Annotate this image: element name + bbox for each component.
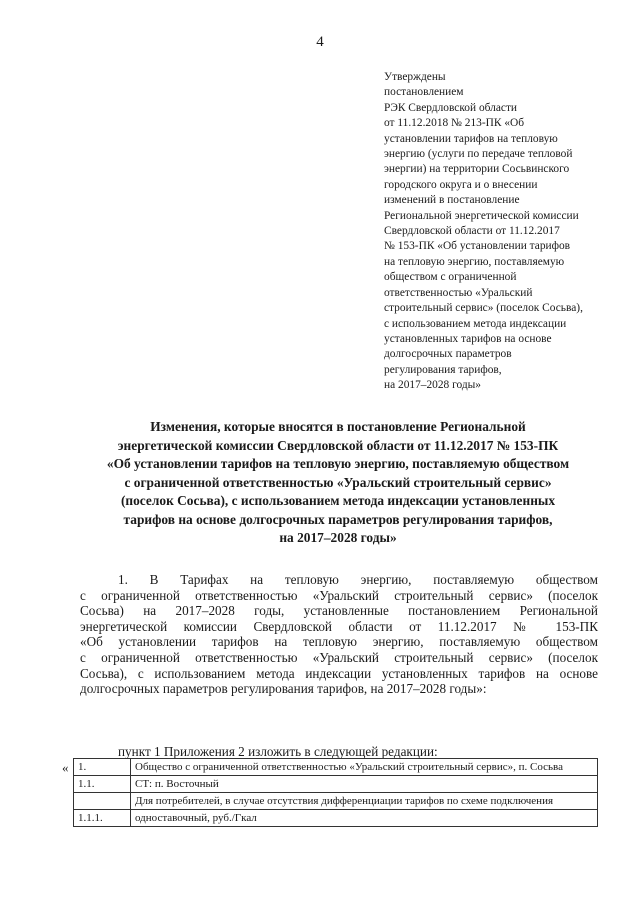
- paragraph-line: долгосрочных параметров регулирования тарифов, на 2017–2028 годы»:: [80, 681, 487, 697]
- paragraph-line: «Об установлении тарифов на тепловую энергию, поставляемую обществом: [80, 634, 598, 650]
- page-number: 4: [316, 34, 324, 50]
- approval-line: долгосрочных параметров: [384, 348, 512, 361]
- approval-line: изменений в постановление: [384, 194, 520, 207]
- approval-line: установлении тарифов на тепловую: [384, 132, 558, 145]
- tariff-table: [73, 758, 598, 827]
- approval-line: городского округа и о внесении: [384, 178, 538, 191]
- approval-line: от 11.12.2018 № 213-ПК «Об: [384, 117, 525, 130]
- title-line: Изменения, которые вносятся в постановление Региональной: [150, 419, 526, 434]
- row-text: одноставочный, руб./Гкал: [131, 810, 598, 827]
- approval-line: Региональной энергетической комиссии: [384, 209, 579, 222]
- approval-line: энергии) на территории Сосьвинского: [384, 163, 570, 176]
- approval-line: ответственностью «Уральский: [384, 286, 533, 299]
- table-row: [74, 793, 598, 810]
- paragraph-line: энергетической комиссии Свердловской области от 11.12.2017 № 153-ПК: [80, 618, 598, 634]
- approval-line: строительный сервис» (поселок Сосьва),: [384, 302, 583, 315]
- approval-line: постановлением: [384, 86, 464, 99]
- title-line: «Об установлении тарифов на тепловую энергию, поставляемую обществом: [106, 456, 570, 471]
- title-line: энергетической комиссии Свердловской области от 11.12.2017 № 153-ПК: [117, 437, 559, 453]
- table-row: [74, 810, 598, 827]
- approval-line: № 153-ПК «Об установлении тарифов: [384, 240, 571, 253]
- row-number: [74, 793, 131, 810]
- approval-block: [384, 70, 619, 394]
- table-row: [74, 759, 598, 776]
- row-text: Для потребителей, в случае отсутствия дифференциации тарифов по схеме подключения: [131, 793, 598, 810]
- row-number: 1.1.: [74, 776, 131, 793]
- approval-line: установленных тарифов на основе: [384, 332, 552, 345]
- approval-line: РЭК Свердловской области: [384, 101, 518, 114]
- approval-line: Свердловской области от 11.12.2017: [384, 225, 560, 238]
- title-line: на 2017–2028 годы»: [279, 530, 397, 545]
- approval-line: энергию (услуги по передаче тепловой: [384, 148, 573, 161]
- title-line: с ограниченной ответственностью «Уральский строительный сервис»: [124, 474, 552, 490]
- approval-line: на 2017–2028 годы»: [384, 379, 482, 392]
- approval-line: обществом с ограниченной: [384, 271, 517, 284]
- quote-mark: «: [62, 760, 69, 775]
- approval-line: регулирования тарифов,: [384, 363, 502, 376]
- approval-line: на тепловую энергию, поставляемую: [384, 255, 565, 268]
- approval-line: Утверждены: [384, 71, 446, 83]
- row-number: 1.1.1.: [74, 810, 131, 827]
- table-row: [74, 776, 598, 793]
- approval-line: с использованием метода индексации: [384, 317, 567, 330]
- paragraph-line: с ограниченной ответственностью «Уральский строительный сервис» (поселок: [80, 587, 598, 603]
- paragraph-line: с ограниченной ответственностью «Уральский строительный сервис» (поселок: [80, 649, 598, 665]
- paragraph-line: Сосьва) на 2017–2028 годы, установленные постановлением Региональной: [80, 603, 598, 619]
- row-number: 1.: [74, 759, 131, 776]
- paragraph-line: 1. В Тарифах на тепловую энергию, поставляемую обществом: [118, 572, 598, 587]
- row-text: Общество с ограниченной ответственностью «Уральский строительный сервис», п. Сосьва: [131, 759, 598, 776]
- amendment-paragraph: [80, 572, 598, 697]
- title-line: (поселок Сосьва), с использованием метода индексации установленных: [120, 493, 556, 508]
- instruction-text: пункт 1 Приложения 2 изложить в следующей редакции:: [118, 744, 438, 759]
- title-line: тарифов на основе долгосрочных параметров регулирования тарифов,: [123, 511, 553, 527]
- paragraph-line: Сосьва), с использованием метода индексации установленных тарифов на основе: [80, 665, 598, 681]
- row-text: СТ: п. Восточный: [131, 776, 598, 793]
- document-title: [70, 418, 606, 548]
